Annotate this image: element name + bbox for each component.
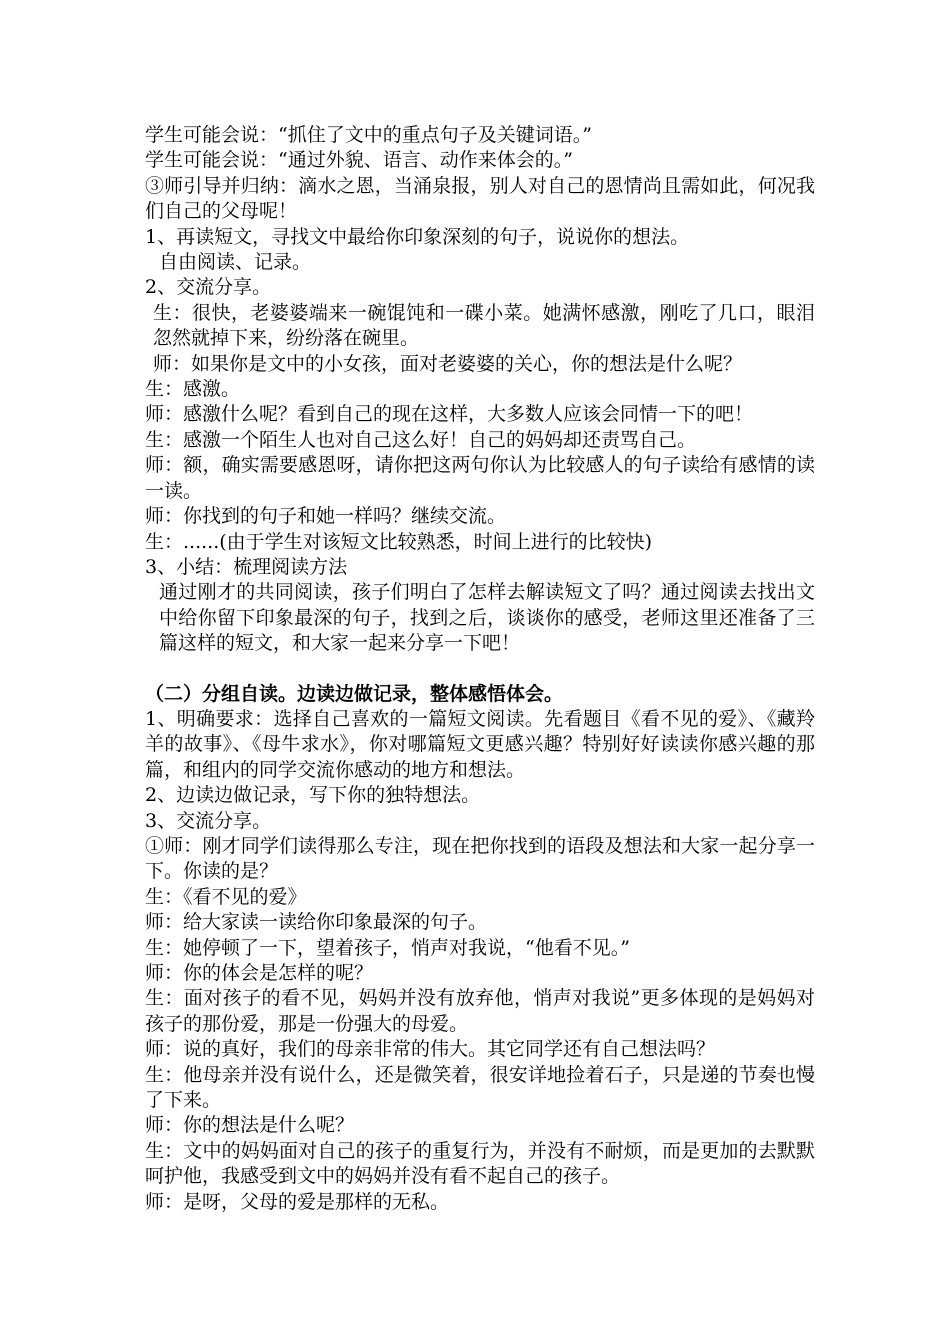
text-line: 师：你的体会是怎样的呢？: [145, 962, 374, 984]
text-line: 自由阅读、记录。: [159, 251, 312, 274]
text-line: 师：你的想法是什么呢？: [145, 1114, 355, 1137]
text-line: 生：面对孩子的看不见，妈妈并没有放弃他，悄声对我说”更多体现的是妈妈对孩子的那份爱，那是一份强大的母爱。: [145, 987, 815, 1035]
text-line: 生：感激。: [145, 378, 241, 401]
text-line: 生：......(由于学生对该短文比较熟悉，时间上进行的比较快): [145, 530, 653, 553]
text-line: 1、再读短文，寻找文中最给你印象深刻的句子，说说你的想法。: [145, 225, 690, 248]
text-line: 学生可能会说：“通过外貌、语言、动作来体会的。”: [145, 149, 573, 172]
text-line: 2、交流分享。: [145, 276, 272, 299]
text-line: 3、小结：梳理阅读方法: [145, 555, 348, 578]
text-line: ①师：刚才同学们读得那么专注，现在把你找到的语段及想法和大家一起分享一下。你读的是？: [145, 834, 815, 883]
text-line: 师：是呀，父母的爱是那样的无私。: [145, 1190, 450, 1213]
text-line: 师：如果你是文中的小女孩，面对老婆婆的关心，你的想法是什么呢？: [153, 352, 743, 375]
text-line: 生：她停顿了一下，望着孩子，悄声对我说，“他看不见。”: [145, 936, 630, 959]
document-page: [145, 123, 815, 1215]
text-line: 生：感激一个陌生人也对自己这么好！自己的妈妈却还责骂自己。: [145, 428, 697, 451]
text-line: 1、明确要求：选择自己喜欢的一篇短文阅读。先看题目《看不见的爱》、《藏羚羊的故事》、《母牛求水》，你对哪篇短文更感兴趣？特别好好读读你感兴趣的那篇，和组内的同学交流你感动的地方和想法。: [145, 707, 815, 781]
text-line: 师：给大家读一读给你印象最深的句子。: [145, 911, 488, 934]
text-line: 2、边读边做记录，写下你的独特想法。: [145, 784, 481, 807]
text-line: 师：额，确实需要感恩呀，请你把这两句你认为比较感人的句子读给有感情的读一读。: [145, 454, 815, 502]
text-line: 3、交流分享。: [145, 809, 272, 832]
text-line: 师：感激什么呢？看到自己的现在这样，大多数人应该会同情一下的吧！: [145, 403, 754, 426]
text-line: 学生可能会说：“抓住了文中的重点句子及关键词语。”: [145, 124, 592, 146]
text-line: 师：说的真好，我们的母亲非常的伟大。其它同学还有自己想法吗？: [145, 1038, 716, 1061]
text-line: 通过刚才的共同阅读，孩子们明白了怎样去解读短文了吗？通过阅读去找出文中给你留下印象最深的句子，找到之后，谈谈你的感受，老师这里还准备了三篇这样的短文，和大家一起来分享一下吧！: [159, 581, 815, 655]
section-heading: （二）分组自读。边读边做记录，整体感悟体会。: [145, 682, 564, 705]
text-line: 生：文中的妈妈面对自己的孩子的重复行为，并没有不耐烦，而是更加的去默默呵护他，我感受到文中的妈妈并没有看不起自己的孩子。: [145, 1139, 815, 1188]
text-line: 师：你找到的句子和她一样吗？继续交流。: [145, 505, 507, 528]
text-line: 生：很快，老婆婆端来一碗馄饨和一碟小菜。她满怀感激，刚吃了几口，眼泪忽然就掉下来，纷纷落在碗里。: [153, 301, 815, 350]
text-line: ③师引导并归纳：滴水之恩，当涌泉报，别人对自己的恩情尚且需如此，何况我们自己的父母呢！: [145, 174, 815, 223]
text-line: 生：《看不见的爱》: [145, 885, 307, 908]
text-line: 生：他母亲并没有说什么，还是微笑着，很安详地捡着石子，只是递的节奏也慢了下来。: [145, 1063, 815, 1112]
